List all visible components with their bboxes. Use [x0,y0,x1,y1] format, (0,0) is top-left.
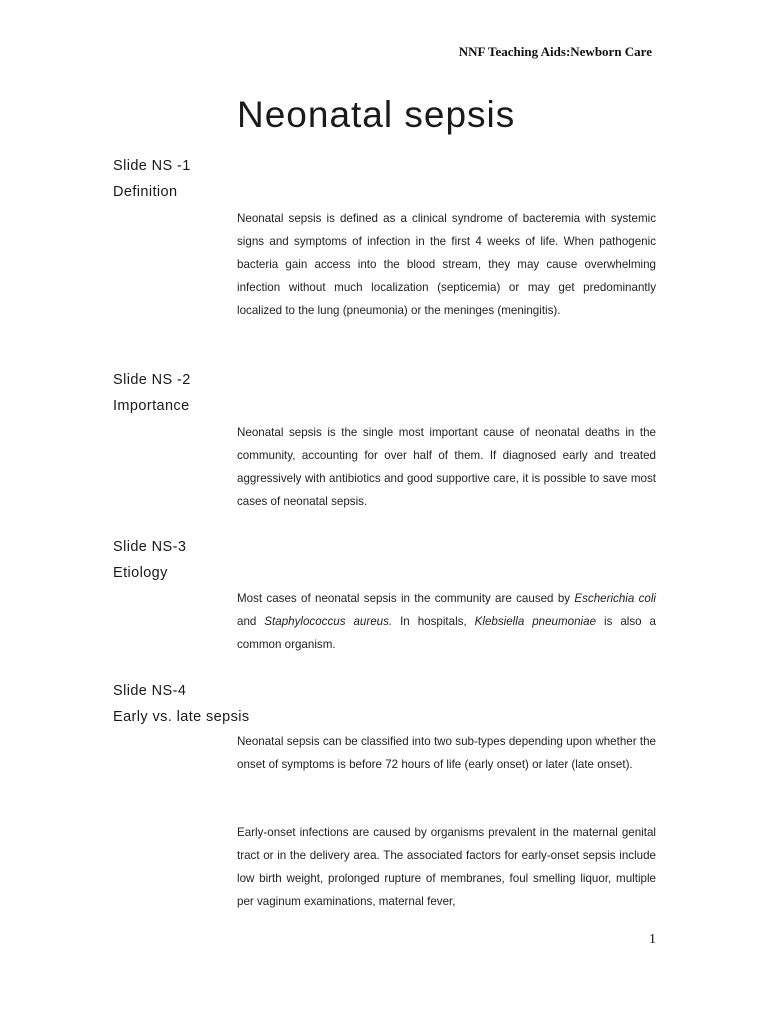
section-heading-etiology: Etiology [113,565,168,581]
paragraph-definition: Neonatal sepsis is defined as a clinical syndrome of bacteremia with systemic signs and symptoms of infection in the first 4 weeks of life. When pathogenic bacteria gain access into the blood stream, they may cause overwhelming infection without much localization (septicemia) or may get predominantly localized to the lung (pneumonia) or the meninges (meningitis). [237,212,656,317]
paragraph-importance: Neonatal sepsis is the single most important cause of neonatal deaths in the community, accounting for over half of them. If diagnosed early and treated aggressively with antibiotics and good supportive care, it is possible to save most cases of neonatal sepsis. [237,426,656,508]
paragraph-early-onset: Early-onset infections are caused by organisms prevalent in the maternal genital tract or in the delivery area. The associated factors for early-onset sepsis include low birth weight, prolonged rupture of membranes, foul smelling liquor, multiple per vaginum examinations, maternal fever, [237,826,656,908]
section-heading-importance: Importance [113,398,190,414]
section-heading-early-vs-late: Early vs. late sepsis [113,709,250,725]
section-heading-definition: Definition [113,184,178,200]
running-header: NNF Teaching Aids:Newborn Care [458,44,652,59]
organism-name: Staphylococcus aureus. [264,615,393,628]
slide-label-ns4: Slide NS-4 [113,683,187,699]
slide-label-ns3: Slide NS-3 [113,539,187,555]
slide-label-ns2: Slide NS -2 [113,372,191,388]
page-number: 1 [649,932,656,947]
paragraph-etiology: Most cases of neonatal sepsis in the community are caused by Escherichia coli and Staphylococcus aureus. In hospitals, Klebsiella pneumoniae is also a common organism. [237,592,657,651]
document-title: Neonatal sepsis [237,94,516,135]
organism-name: Escherichia coli [574,592,657,605]
slide-label-ns1: Slide NS -1 [113,158,191,174]
paragraph-early-vs-late: Neonatal sepsis can be classified into two sub-types depending upon whether the onset of symptoms is before 72 hours of life (early onset) or later (late onset). [237,735,656,771]
organism-name: Klebsiella pneumoniae [474,615,597,628]
